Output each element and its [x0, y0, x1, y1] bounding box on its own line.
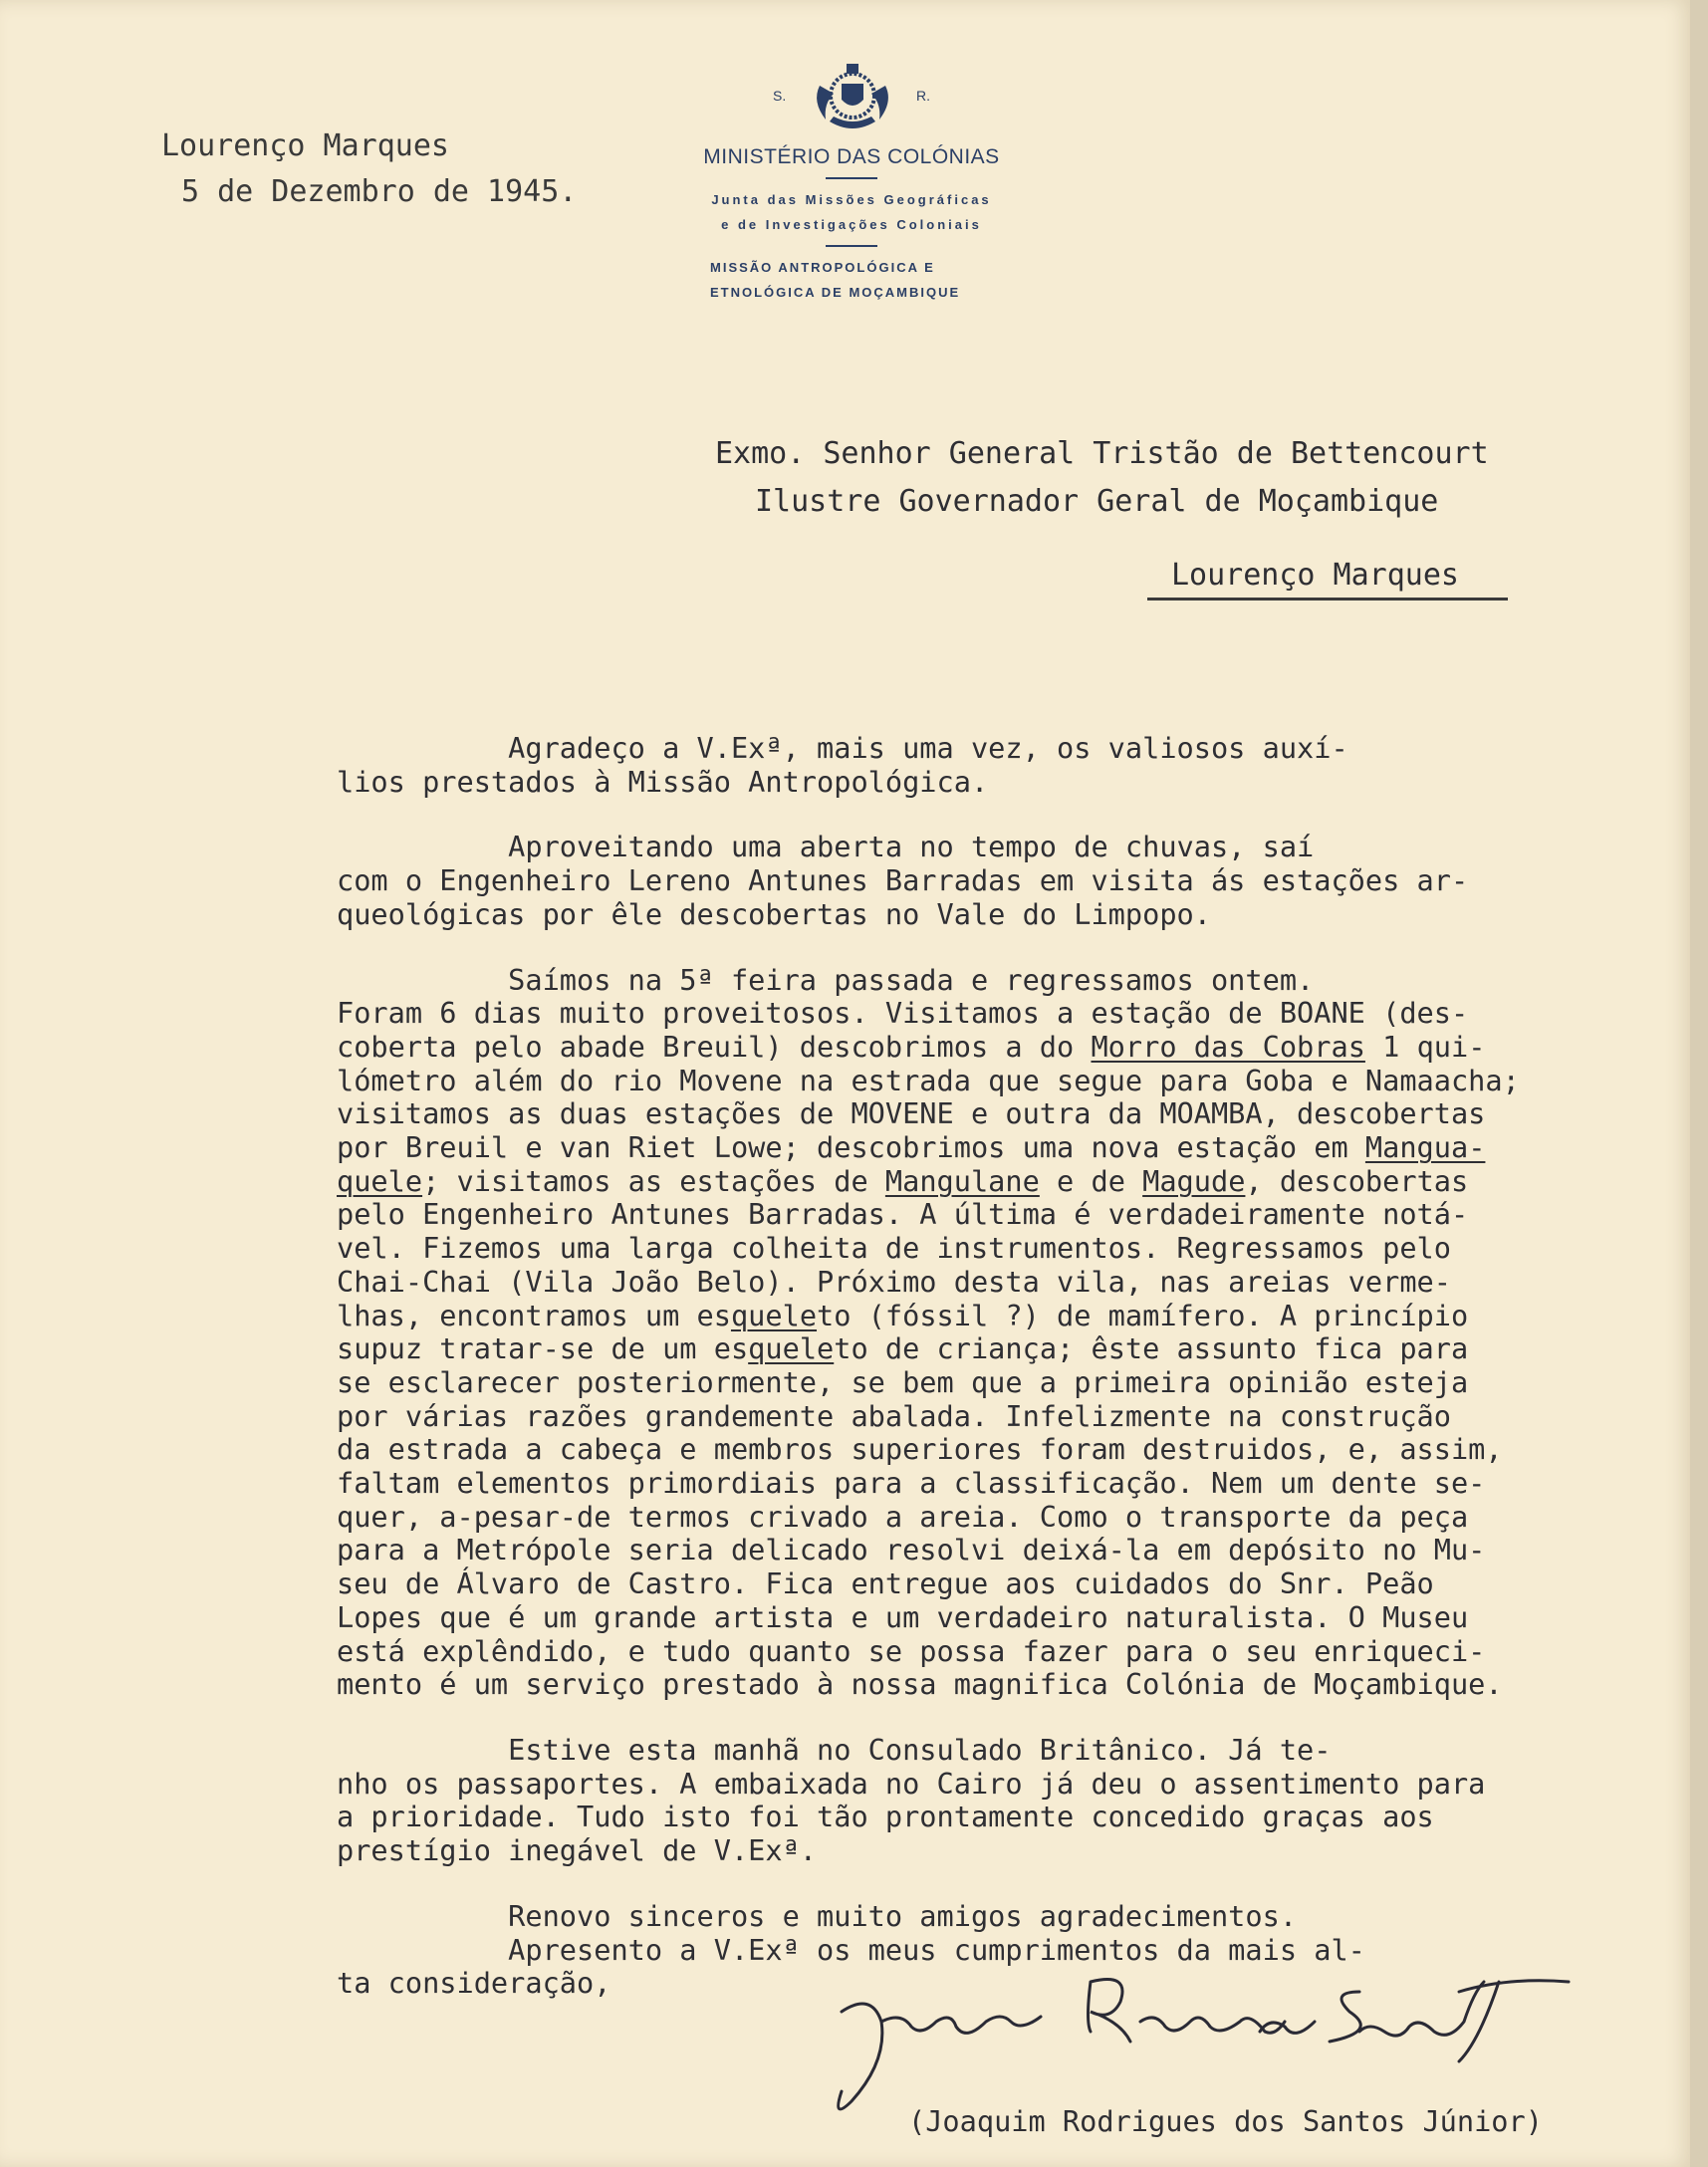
addressee-block — [715, 430, 1489, 526]
place: Lourenço Marques — [161, 128, 449, 163]
text-line: Saímos na 5ª feira passada e regressamos ontem. — [337, 962, 1315, 997]
date: 5 de Dezembro de 1945. — [181, 174, 578, 209]
text-line: por várias razões grandemente abalada. Infelizmente na construção — [337, 1398, 1451, 1433]
text-line: lhas, encontramos um esqueleto (fóssil ?) de mamífero. A princípio — [337, 1298, 1469, 1332]
page-edge — [1690, 0, 1708, 2167]
paragraph-4 — [337, 1734, 1671, 1868]
text-line: da estrada a cabeça e membros superiores foram destruidos, e, assim, — [337, 1432, 1503, 1467]
addressee-line-2: Ilustre Governador Geral de Moçambique — [755, 484, 1439, 519]
letterhead-s: S. — [773, 88, 787, 104]
text-line: faltam elementos primordiais para a classificação. Nem um dente se- — [337, 1466, 1486, 1501]
junta-line-1: Junta das Missões Geográficas — [711, 192, 992, 207]
text-line: Estive esta manhã no Consulado Britânico. Já te- — [337, 1732, 1332, 1767]
text-line: mento é um serviço prestado à nossa magnifica Colónia de Moçambique. — [337, 1667, 1503, 1702]
text-line: lómetro além do rio Movene na estrada que segue para Goba e Namaacha; — [337, 1063, 1520, 1097]
text-line: quer, a-pesar-de termos crivado a areia. Como o transporte da peça — [337, 1499, 1469, 1534]
text-line: ta consideração, — [337, 1966, 611, 2001]
junta-line-2: e de Investigações Coloniais — [721, 217, 982, 232]
text-line: pelo Engenheiro Antunes Barradas. A última é verdadeiramente notá- — [337, 1197, 1469, 1232]
text-line: Lopes que é um grande artista e um verdadeiro naturalista. O Museu — [337, 1599, 1469, 1634]
text-line: se esclarecer posteriormente, se bem que a primeira opinião esteja — [337, 1364, 1469, 1399]
ministry-title: MINISTÉRIO DAS COLÓNIAS — [703, 145, 1000, 168]
text-line: a prioridade. Tudo isto foi tão prontamente concedido graças aos — [337, 1800, 1434, 1834]
text-line: está explêndido, e tudo quanto se possa fazer para o seu enriqueci- — [337, 1633, 1486, 1668]
letter-body — [337, 732, 1671, 2033]
letterhead — [677, 56, 1026, 305]
text-line: por Breuil e van Riet Lowe; descobrimos uma nova estação em Mangua- — [337, 1130, 1486, 1165]
text-line: supuz tratar-se de um esqueleto de criança; êste assunto fica para — [337, 1331, 1469, 1366]
coat-of-arms-icon — [810, 56, 895, 133]
text-line: Aproveitando uma aberta no tempo de chuvas, saí — [337, 830, 1315, 864]
text-line: prestígio inegável de V.Exª. — [337, 1833, 818, 1868]
divider — [826, 177, 877, 179]
text-line: lios prestados à Missão Antropológica. — [337, 764, 989, 799]
text-line: Agradeço a V.Exª, mais uma vez, os valiosos auxí- — [337, 731, 1348, 765]
text-line: queológicas por êle descobertas no Vale do Limpopo. — [337, 896, 1211, 931]
missao-line-1: MISSÃO ANTROPOLÓGICA E — [710, 260, 935, 275]
paragraph-2 — [337, 831, 1671, 931]
text-line: vel. Fizemos uma larga colheita de instrumentos. Regressamos pelo — [337, 1231, 1451, 1266]
letterhead-r: R. — [916, 88, 930, 104]
paragraph-1 — [337, 732, 1671, 799]
typed-signature-name: (Joaquim Rodrigues dos Santos Júnior) — [908, 2104, 1543, 2138]
text-line: com o Engenheiro Lereno Antunes Barradas em visita ás estações ar- — [337, 863, 1469, 898]
addressee-line-1: Exmo. Senhor General Tristão de Bettencourt — [715, 436, 1489, 471]
addressee-city: Lourenço Marques — [1171, 558, 1459, 593]
paragraph-3 — [337, 964, 1671, 1702]
text-line: para a Metrópole seria delicado resolvi deixá-la em depósito no Mu- — [337, 1533, 1486, 1567]
text-line: Apresento a V.Exª os meus cumprimentos da mais al- — [337, 1932, 1365, 1967]
text-line: coberta pelo abade Breuil) descobrimos a do Morro das Cobras 1 qui- — [337, 1029, 1486, 1064]
text-line: Renovo sinceros e muito amigos agradecimentos. — [337, 1898, 1298, 1933]
text-line: Chai-Chai (Vila João Belo). Próximo desta vila, nas areias verme- — [337, 1264, 1451, 1299]
text-line: Foram 6 dias muito proveitosos. Visitamos a estação de BOANE (des- — [337, 996, 1469, 1031]
divider — [826, 245, 877, 247]
text-line: nho os passaportes. A embaixada no Cairo já deu o assentimento para — [337, 1766, 1486, 1801]
missao-line-2: ETNOLÓGICA DE MOÇAMBIQUE — [710, 285, 961, 300]
place-date-block — [161, 123, 577, 215]
text-line: quele; visitamos as estações de Mangulane e de Magude, descobertas — [337, 1163, 1469, 1198]
text-line: seu de Álvaro de Castro. Fica entregue aos cuidados do Snr. Peão — [337, 1566, 1434, 1601]
handwritten-signature — [822, 1952, 1618, 2121]
city-underline — [1147, 598, 1508, 601]
text-line: visitamos as duas estações de MOVENE e outra da MOAMBA, descobertas — [337, 1096, 1486, 1131]
